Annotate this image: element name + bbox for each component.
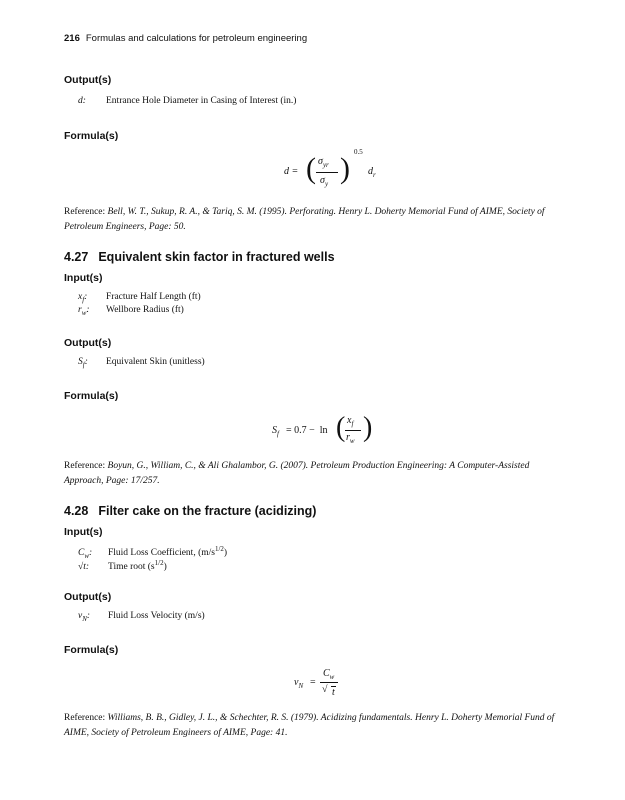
formula-equals: = bbox=[310, 677, 316, 688]
input-description: Wellbore Radius (ft) bbox=[106, 305, 184, 315]
exponent: 0.5 bbox=[354, 148, 363, 156]
output-heading: Output(s) bbox=[64, 591, 112, 603]
section-title: Equivalent skin factor in fractured wells bbox=[98, 250, 335, 264]
left-paren: ( bbox=[336, 412, 346, 443]
fraction-denominator: t bbox=[332, 687, 335, 698]
formula-rhs: = 0.7 − ln bbox=[286, 425, 328, 436]
fraction-denominator: $\sigma_y$ bbox=[320, 175, 329, 188]
reference-label: Reference: bbox=[64, 207, 106, 217]
running-header bbox=[64, 33, 307, 44]
formula-tail: $d_r$ bbox=[368, 166, 376, 179]
formula-heading: Formula(s) bbox=[64, 644, 119, 656]
fraction-denominator: $r_w$ bbox=[346, 432, 355, 445]
fraction-numerator: $\sigma_{yr}$ bbox=[318, 156, 329, 169]
fraction-numerator: $x_f$ bbox=[347, 415, 354, 428]
reference-3 bbox=[64, 711, 564, 741]
input-row: $C_w$: Fluid Loss Coefficient, $(m/s^{1/2})$ bbox=[78, 545, 228, 561]
output-heading: Output(s) bbox=[64, 74, 112, 86]
left-paren: ( bbox=[306, 152, 316, 185]
output-description: Fluid Loss Velocity (m/s) bbox=[108, 611, 205, 621]
output-description: Entrance Hole Diameter in Casing of Interest (in.) bbox=[106, 96, 297, 106]
formula-heading: Formula(s) bbox=[64, 130, 119, 142]
formula-hole-diameter bbox=[284, 150, 404, 194]
reference-text: Boyun, G., William, C., & Ali Ghalambor, G. (2007). Petroleum Production Engineering: A Computer-Assisted Approach, Page: 17/257. bbox=[64, 461, 530, 486]
section-title: Filter cake on the fracture (acidizing) bbox=[98, 504, 317, 518]
page-number: 216 bbox=[64, 33, 80, 44]
formula-equivalent-skin bbox=[272, 412, 372, 450]
output-row: $S_f$: Equivalent Skin (unitless) bbox=[78, 357, 205, 369]
input-row: $x_f$: Fracture Half Length (ft) bbox=[78, 292, 201, 304]
reference-2 bbox=[64, 459, 564, 489]
output-heading: Output(s) bbox=[64, 337, 112, 349]
right-paren: ) bbox=[363, 412, 373, 443]
output-row: $v_N$: Fluid Loss Velocity (m/s) bbox=[78, 611, 205, 623]
input-heading: Input(s) bbox=[64, 526, 103, 538]
reference-1 bbox=[64, 205, 564, 235]
fraction-bar bbox=[320, 682, 338, 683]
reference-text: Williams, B. B., Gidley, J. L., & Schechter, R. S. (1979). Acidizing fundamentals. Henry L. Doherty Memorial Fund of AIME, Society of Petroleum Engineers of AIME, Page: 41. bbox=[64, 713, 555, 738]
output-description: Equivalent Skin (unitless) bbox=[106, 357, 205, 367]
output-row bbox=[78, 96, 296, 106]
formula-lhs: $S_f$ bbox=[272, 425, 279, 438]
input-description: Fracture Half Length (ft) bbox=[106, 292, 201, 302]
input-row: $r_w$: Wellbore Radius (ft) bbox=[78, 305, 184, 317]
input-description: Time root $(s^{1/2})$ bbox=[108, 559, 167, 573]
sqrt-sign: √ bbox=[322, 684, 328, 695]
formula-lhs: d = bbox=[284, 166, 299, 177]
reference-label: Reference: bbox=[64, 713, 106, 723]
fraction-numerator: $C_w$ bbox=[323, 668, 335, 681]
formula-lhs: $v_N$ bbox=[294, 677, 304, 690]
section-number: 4.28 bbox=[64, 504, 89, 518]
right-paren: ) bbox=[340, 152, 350, 185]
formula-fluid-loss-velocity bbox=[294, 665, 354, 701]
running-title: Formulas and calculations for petroleum engineering bbox=[85, 33, 308, 44]
reference-label: Reference: bbox=[64, 461, 106, 471]
fraction-bar bbox=[345, 430, 361, 431]
input-description: Fluid Loss Coefficient, $(m/s^{1/2})$ bbox=[108, 545, 228, 559]
formula-heading: Formula(s) bbox=[64, 390, 119, 402]
section-heading-4-27 bbox=[64, 250, 335, 264]
output-variable: d: bbox=[78, 96, 86, 106]
section-heading-4-28 bbox=[64, 504, 316, 518]
input-row: √t: Time root $(s^{1/2})$ bbox=[78, 559, 167, 573]
section-number: 4.27 bbox=[64, 250, 89, 264]
input-heading: Input(s) bbox=[64, 272, 103, 284]
fraction-bar bbox=[316, 172, 338, 173]
reference-text: Bell, W. T., Sukup, R. A., & Tariq, S. M. (1995). Perforating. Henry L. Doherty Memorial Fund of AIME, Society of Petroleum Engineers, Page: 50. bbox=[64, 207, 545, 232]
